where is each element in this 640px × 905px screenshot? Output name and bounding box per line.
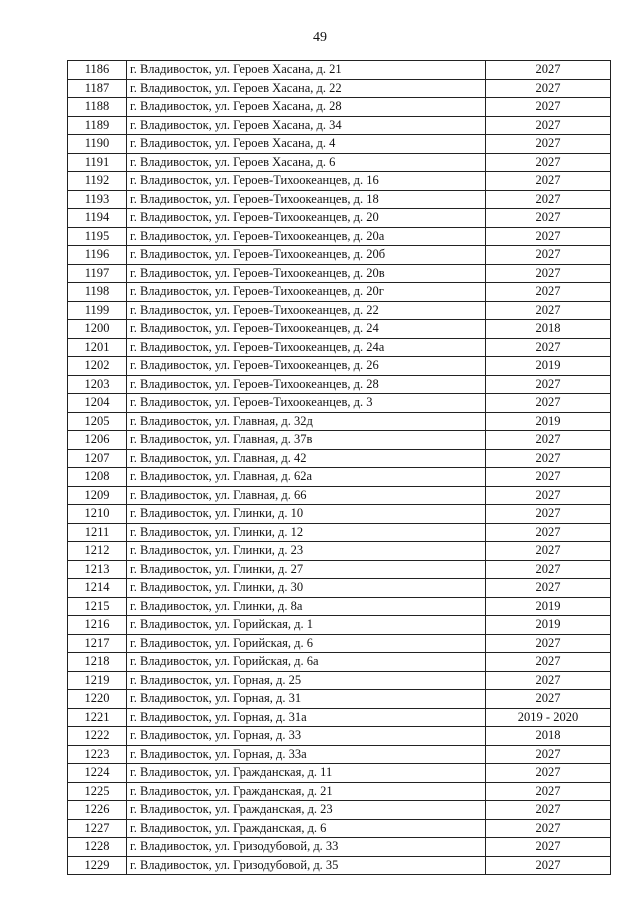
table-row <box>68 856 611 875</box>
row-number-cell: 1227 <box>68 819 127 838</box>
table-row <box>68 542 611 561</box>
address-cell: г. Владивосток, ул. Героев Хасана, д. 22 <box>127 79 486 98</box>
row-number-cell: 1195 <box>68 227 127 246</box>
repair-year-cell: 2027 <box>486 375 611 394</box>
table-row <box>68 819 611 838</box>
address-cell: г. Владивосток, ул. Героев Хасана, д. 34 <box>127 116 486 135</box>
row-number-cell: 1191 <box>68 153 127 172</box>
row-number-cell: 1210 <box>68 505 127 524</box>
table-row <box>68 338 611 357</box>
address-cell: г. Владивосток, ул. Героев-Тихоокеанцев, д. 22 <box>127 301 486 320</box>
table-row <box>68 727 611 746</box>
row-number-cell: 1206 <box>68 431 127 450</box>
row-number-cell: 1190 <box>68 135 127 154</box>
table-row <box>68 153 611 172</box>
row-number-cell: 1208 <box>68 468 127 487</box>
row-number-cell: 1201 <box>68 338 127 357</box>
address-cell: г. Владивосток, ул. Героев-Тихоокеанцев, д. 28 <box>127 375 486 394</box>
repair-year-cell: 2018 <box>486 320 611 339</box>
address-cell: г. Владивосток, ул. Главная, д. 37в <box>127 431 486 450</box>
row-number-cell: 1215 <box>68 597 127 616</box>
repair-year-cell: 2027 <box>486 172 611 191</box>
address-cell: г. Владивосток, ул. Героев-Тихоокеанцев, д. 16 <box>127 172 486 191</box>
table-row <box>68 597 611 616</box>
row-number-cell: 1224 <box>68 764 127 783</box>
table-row <box>68 745 611 764</box>
repair-year-cell: 2027 <box>486 209 611 228</box>
address-cell: г. Владивосток, ул. Глинки, д. 10 <box>127 505 486 524</box>
address-cell: г. Владивосток, ул. Главная, д. 32д <box>127 412 486 431</box>
address-cell: г. Владивосток, ул. Гризодубовой, д. 33 <box>127 838 486 857</box>
address-cell: г. Владивосток, ул. Горная, д. 25 <box>127 671 486 690</box>
table-row <box>68 209 611 228</box>
address-cell: г. Владивосток, ул. Героев-Тихоокеанцев, д. 24 <box>127 320 486 339</box>
table-row <box>68 801 611 820</box>
repair-year-cell: 2027 <box>486 671 611 690</box>
table-row <box>68 523 611 542</box>
table-row <box>68 61 611 80</box>
address-cell: г. Владивосток, ул. Гражданская, д. 11 <box>127 764 486 783</box>
table-row <box>68 116 611 135</box>
repair-year-cell: 2027 <box>486 579 611 598</box>
repair-year-cell: 2027 <box>486 431 611 450</box>
row-number-cell: 1220 <box>68 690 127 709</box>
repair-year-cell: 2027 <box>486 190 611 209</box>
repair-year-cell: 2027 <box>486 153 611 172</box>
repair-year-cell: 2027 <box>486 246 611 265</box>
row-number-cell: 1216 <box>68 616 127 635</box>
table-row <box>68 412 611 431</box>
table-row <box>68 634 611 653</box>
table-row <box>68 98 611 117</box>
address-cell: г. Владивосток, ул. Глинки, д. 30 <box>127 579 486 598</box>
address-cell: г. Владивосток, ул. Горийская, д. 6а <box>127 653 486 672</box>
row-number-cell: 1213 <box>68 560 127 579</box>
repair-year-cell: 2027 <box>486 838 611 857</box>
address-cell: г. Владивосток, ул. Горная, д. 31 <box>127 690 486 709</box>
repair-year-cell: 2027 <box>486 819 611 838</box>
table-row <box>68 764 611 783</box>
repair-year-cell: 2027 <box>486 653 611 672</box>
repair-year-cell: 2027 <box>486 98 611 117</box>
row-number-cell: 1192 <box>68 172 127 191</box>
table-row <box>68 708 611 727</box>
row-number-cell: 1209 <box>68 486 127 505</box>
repair-year-cell: 2019 <box>486 357 611 376</box>
table-row <box>68 301 611 320</box>
address-cell: г. Владивосток, ул. Глинки, д. 27 <box>127 560 486 579</box>
row-number-cell: 1198 <box>68 283 127 302</box>
row-number-cell: 1197 <box>68 264 127 283</box>
address-cell: г. Владивосток, ул. Гражданская, д. 21 <box>127 782 486 801</box>
table-row <box>68 449 611 468</box>
table-row <box>68 190 611 209</box>
address-cell: г. Владивосток, ул. Горийская, д. 1 <box>127 616 486 635</box>
address-cell: г. Владивосток, ул. Героев Хасана, д. 4 <box>127 135 486 154</box>
address-cell: г. Владивосток, ул. Главная, д. 62а <box>127 468 486 487</box>
row-number-cell: 1221 <box>68 708 127 727</box>
table-row <box>68 616 611 635</box>
row-number-cell: 1214 <box>68 579 127 598</box>
address-cell: г. Владивосток, ул. Героев-Тихоокеанцев, д. 20 <box>127 209 486 228</box>
address-cell: г. Владивосток, ул. Героев-Тихоокеанцев, д. 20а <box>127 227 486 246</box>
repair-year-cell: 2027 <box>486 394 611 413</box>
table-row <box>68 653 611 672</box>
address-cell: г. Владивосток, ул. Глинки, д. 12 <box>127 523 486 542</box>
row-number-cell: 1193 <box>68 190 127 209</box>
repair-year-cell: 2019 <box>486 597 611 616</box>
table-row <box>68 283 611 302</box>
address-cell: г. Владивосток, ул. Героев Хасана, д. 6 <box>127 153 486 172</box>
table-row <box>68 135 611 154</box>
repair-year-cell: 2027 <box>486 264 611 283</box>
repair-year-cell: 2027 <box>486 449 611 468</box>
repair-year-cell: 2027 <box>486 782 611 801</box>
table-row <box>68 468 611 487</box>
address-cell: г. Владивосток, ул. Героев-Тихоокеанцев, д. 20г <box>127 283 486 302</box>
address-cell: г. Владивосток, ул. Глинки, д. 23 <box>127 542 486 561</box>
row-number-cell: 1189 <box>68 116 127 135</box>
row-number-cell: 1217 <box>68 634 127 653</box>
row-number-cell: 1200 <box>68 320 127 339</box>
repair-year-cell: 2027 <box>486 468 611 487</box>
repair-year-cell: 2027 <box>486 690 611 709</box>
address-cell: г. Владивосток, ул. Героев-Тихоокеанцев, д. 24а <box>127 338 486 357</box>
table-row <box>68 782 611 801</box>
address-cell: г. Владивосток, ул. Героев Хасана, д. 21 <box>127 61 486 80</box>
row-number-cell: 1218 <box>68 653 127 672</box>
repair-year-cell: 2027 <box>486 301 611 320</box>
table-row <box>68 357 611 376</box>
address-cell: г. Владивосток, ул. Гражданская, д. 6 <box>127 819 486 838</box>
address-cell: г. Владивосток, ул. Главная, д. 66 <box>127 486 486 505</box>
row-number-cell: 1229 <box>68 856 127 875</box>
row-number-cell: 1211 <box>68 523 127 542</box>
repair-year-cell: 2027 <box>486 79 611 98</box>
address-cell: г. Владивосток, ул. Героев-Тихоокеанцев, д. 26 <box>127 357 486 376</box>
repair-year-cell: 2027 <box>486 116 611 135</box>
row-number-cell: 1222 <box>68 727 127 746</box>
repair-year-cell: 2027 <box>486 764 611 783</box>
address-cell: г. Владивосток, ул. Главная, д. 42 <box>127 449 486 468</box>
table-row <box>68 79 611 98</box>
table-row <box>68 671 611 690</box>
row-number-cell: 1202 <box>68 357 127 376</box>
table-row <box>68 560 611 579</box>
table-row <box>68 227 611 246</box>
row-number-cell: 1204 <box>68 394 127 413</box>
repair-year-cell: 2027 <box>486 486 611 505</box>
table-row <box>68 505 611 524</box>
repair-year-cell: 2027 <box>486 560 611 579</box>
row-number-cell: 1188 <box>68 98 127 117</box>
repair-year-cell: 2027 <box>486 338 611 357</box>
row-number-cell: 1196 <box>68 246 127 265</box>
row-number-cell: 1228 <box>68 838 127 857</box>
address-cell: г. Владивосток, ул. Героев Хасана, д. 28 <box>127 98 486 117</box>
address-cell: г. Владивосток, ул. Гражданская, д. 23 <box>127 801 486 820</box>
address-cell: г. Владивосток, ул. Гризодубовой, д. 35 <box>127 856 486 875</box>
address-cell: г. Владивосток, ул. Героев-Тихоокеанцев, д. 20в <box>127 264 486 283</box>
repair-year-cell: 2027 <box>486 227 611 246</box>
table-row <box>68 394 611 413</box>
row-number-cell: 1194 <box>68 209 127 228</box>
table-row <box>68 264 611 283</box>
address-cell: г. Владивосток, ул. Горная, д. 33 <box>127 727 486 746</box>
table-row <box>68 431 611 450</box>
row-number-cell: 1186 <box>68 61 127 80</box>
repair-year-cell: 2027 <box>486 61 611 80</box>
repair-year-cell: 2018 <box>486 727 611 746</box>
page-number: 49 <box>313 30 327 45</box>
address-cell: г. Владивосток, ул. Горная, д. 33а <box>127 745 486 764</box>
repair-year-cell: 2027 <box>486 505 611 524</box>
repair-year-cell: 2027 <box>486 523 611 542</box>
table-row <box>68 375 611 394</box>
table-row <box>68 486 611 505</box>
table-row <box>68 172 611 191</box>
repair-year-cell: 2019 <box>486 616 611 635</box>
row-number-cell: 1205 <box>68 412 127 431</box>
table-row <box>68 579 611 598</box>
registry-table-body <box>68 61 611 875</box>
row-number-cell: 1199 <box>68 301 127 320</box>
address-cell: г. Владивосток, ул. Героев-Тихоокеанцев, д. 18 <box>127 190 486 209</box>
repair-year-cell: 2019 - 2020 <box>486 708 611 727</box>
table-row <box>68 690 611 709</box>
row-number-cell: 1212 <box>68 542 127 561</box>
repair-year-cell: 2027 <box>486 283 611 302</box>
address-cell: г. Владивосток, ул. Горная, д. 31а <box>127 708 486 727</box>
row-number-cell: 1226 <box>68 801 127 820</box>
table-row <box>68 246 611 265</box>
row-number-cell: 1225 <box>68 782 127 801</box>
repair-year-cell: 2027 <box>486 542 611 561</box>
address-cell: г. Владивосток, ул. Горийская, д. 6 <box>127 634 486 653</box>
repair-year-cell: 2027 <box>486 856 611 875</box>
repair-year-cell: 2027 <box>486 135 611 154</box>
row-number-cell: 1207 <box>68 449 127 468</box>
address-cell: г. Владивосток, ул. Героев-Тихоокеанцев, д. 20б <box>127 246 486 265</box>
table-row <box>68 320 611 339</box>
repair-year-cell: 2027 <box>486 801 611 820</box>
row-number-cell: 1219 <box>68 671 127 690</box>
repair-year-cell: 2027 <box>486 634 611 653</box>
row-number-cell: 1187 <box>68 79 127 98</box>
row-number-cell: 1203 <box>68 375 127 394</box>
table-row <box>68 838 611 857</box>
repair-year-cell: 2019 <box>486 412 611 431</box>
row-number-cell: 1223 <box>68 745 127 764</box>
address-cell: г. Владивосток, ул. Глинки, д. 8а <box>127 597 486 616</box>
address-cell: г. Владивосток, ул. Героев-Тихоокеанцев, д. 3 <box>127 394 486 413</box>
building-registry-table <box>67 60 611 875</box>
repair-year-cell: 2027 <box>486 745 611 764</box>
